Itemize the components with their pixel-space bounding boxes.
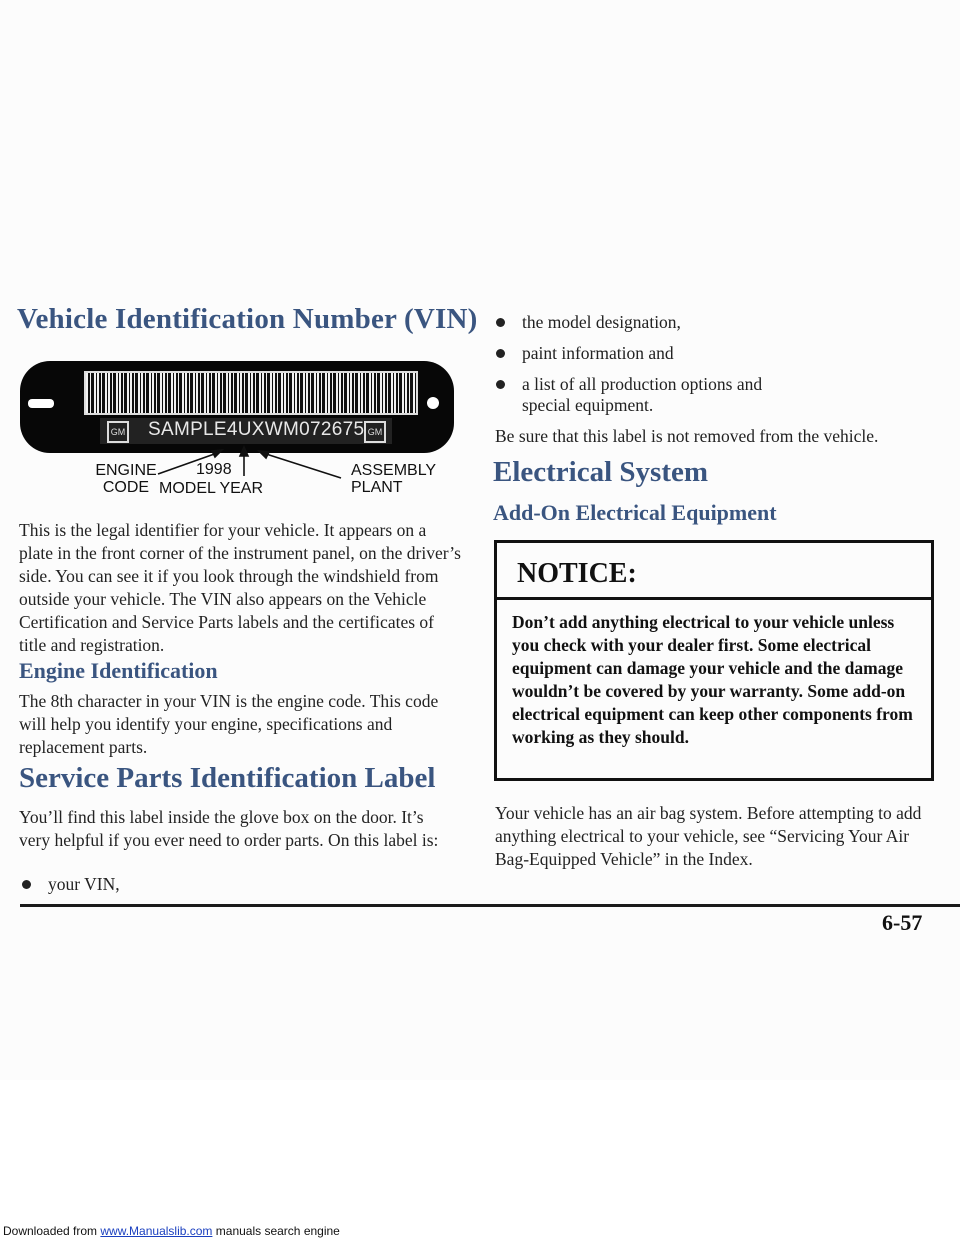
download-footer — [3, 1224, 340, 1238]
model-year-value: 1998 — [196, 461, 232, 478]
bullet-icon — [496, 349, 505, 358]
footer-suffix: manuals search engine — [212, 1224, 340, 1238]
engine-identification-heading: Engine Identification — [19, 658, 218, 683]
vin-section-title: Vehicle Identification Number (VIN) — [17, 303, 478, 335]
notice-body: Don’t add anything electrical to your vehicle unless you check with your dealer first. Some electrical equipment can damage your vehicle and the damage wouldn’t be covered by your warranty. Some add-on electrical equipment can keep other components from working as they should. — [512, 612, 913, 747]
electrical-system-heading: Electrical System — [493, 456, 709, 488]
footer-prefix: Downloaded from — [3, 1224, 101, 1238]
vin-number: SAMPLE4UXWM072675 — [148, 419, 365, 440]
notice-title: NOTICE: — [517, 558, 637, 589]
gm-logo-icon: GM — [107, 421, 129, 443]
service-parts-paragraph: You’ll find this label inside the glove box on the door. It’s very helpful if you ever need to order parts. On this label is: — [19, 807, 439, 850]
gm-logo-icon: GM — [364, 421, 386, 443]
list-item: a list of all production options and special equipment. — [496, 374, 916, 418]
model-year-label: MODEL YEAR — [159, 480, 264, 497]
service-parts-heading: Service Parts Identification Label — [19, 762, 436, 794]
notice-box — [494, 540, 934, 781]
bullet-icon — [496, 380, 505, 389]
add-on-electrical-heading: Add-On Electrical Equipment — [493, 500, 777, 525]
air-bag-paragraph: Your vehicle has an air bag system. Before attempting to add anything electrical to your vehicle, see “Servicing Your Air Bag-Equipped Vehicle” in the Index. — [495, 803, 922, 869]
footer-rule — [20, 904, 960, 907]
page-number: 6-57 — [882, 910, 923, 935]
list-item: your VIN, — [22, 874, 442, 896]
notice-header — [497, 543, 931, 600]
assembly-plant-label: ASSEMBLY PLANT — [351, 462, 437, 496]
manualslib-link[interactable]: www.Manualslib.com — [100, 1224, 213, 1238]
list-item: paint information and — [496, 343, 916, 365]
label-closing-sentence: Be sure that this label is not removed from the vehicle. — [495, 426, 879, 446]
bullet-icon — [22, 880, 31, 889]
bullet-icon — [496, 318, 505, 327]
vin-paragraph: This is the legal identifier for your vehicle. It appears on a plate in the front corner of the instrument panel, on the driver’s side. You can see it if you look through the windshield from outside your vehicle. The VIN also appears on the Vehicle Certification and Service Parts labels and the certificates of title and registration. — [19, 520, 461, 655]
engine-code-label: ENGINE CODE — [95, 462, 157, 496]
engine-paragraph: The 8th character in your VIN is the engine code. This code will help you identify your engine, specifications and replacement parts. — [19, 691, 439, 757]
list-item: the model designation, — [496, 312, 916, 334]
